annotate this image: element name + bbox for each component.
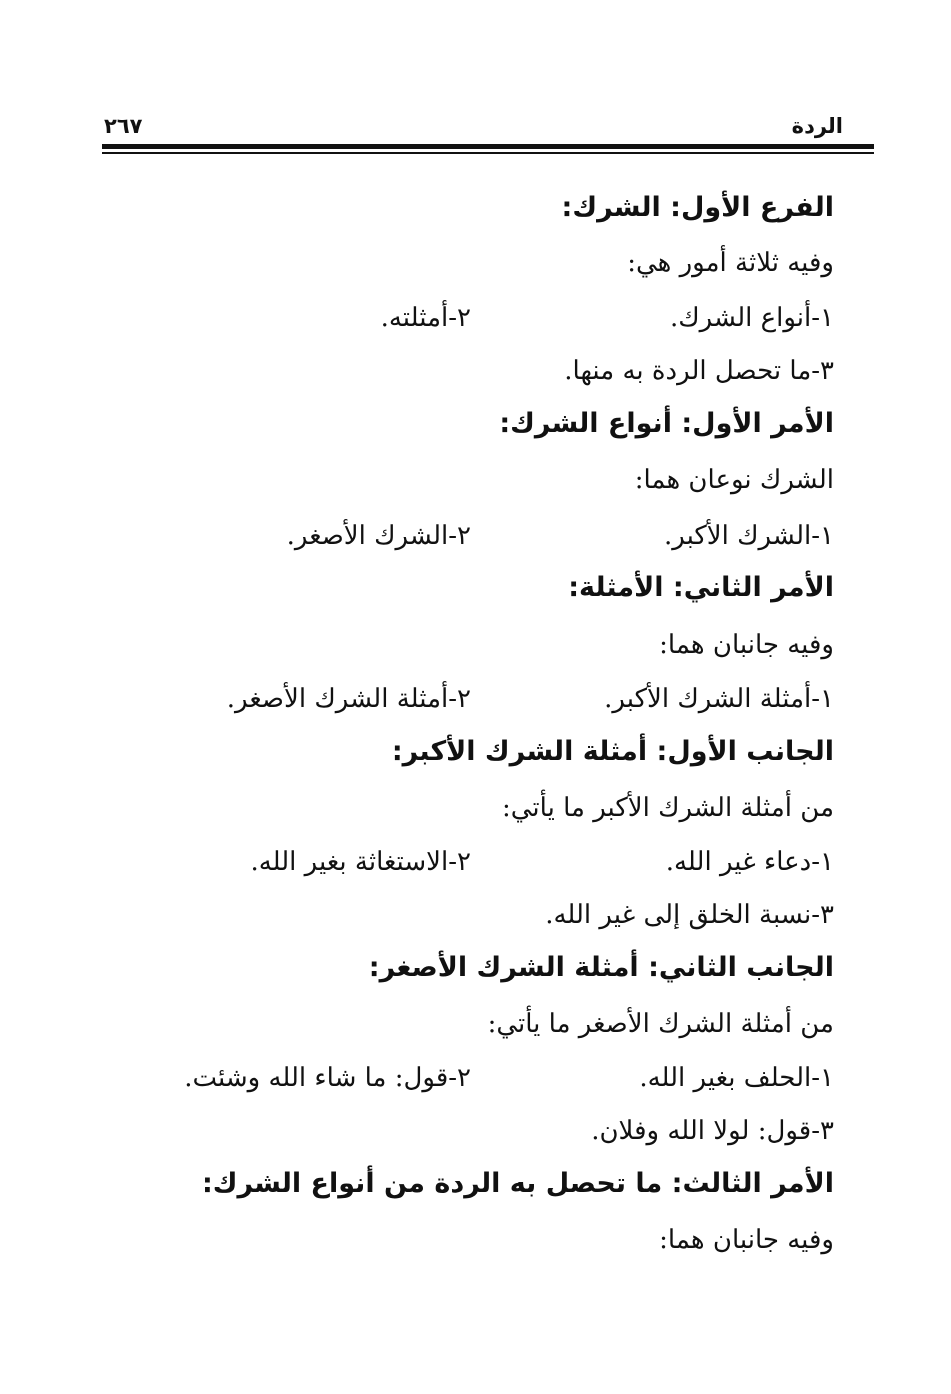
header-rule-thick xyxy=(102,144,874,149)
list-item: ٢-الاستغاثة بغير الله. xyxy=(250,847,471,877)
section-heading: الفرع الأول: الشرك: xyxy=(561,192,834,223)
section-heading: الأمر الثالث: ما تحصل به الردة من أنواع الشرك: xyxy=(201,1168,834,1199)
text-line: من أمثلة الشرك الأصغر ما يأتي: xyxy=(487,1009,834,1039)
text-line: الشرك نوعان هما: xyxy=(634,465,834,495)
list-item: ١-أنواع الشرك. xyxy=(669,303,834,333)
list-item: ٢-أمثلة الشرك الأصغر. xyxy=(226,684,471,714)
list-item: ٢-قول: ما شاء الله وشئت. xyxy=(184,1063,471,1093)
header-rule-thin xyxy=(102,152,874,154)
text-line: وفيه جانبان هما: xyxy=(659,1225,834,1255)
section-heading: الأمر الأول: أنواع الشرك: xyxy=(499,408,834,439)
list-item: ١-الشرك الأكبر. xyxy=(663,521,834,551)
list-item: ٣-ما تحصل الردة به منها. xyxy=(564,356,834,386)
list-item: ١-الحلف بغير الله. xyxy=(639,1063,834,1093)
list-item: ٢-الشرك الأصغر. xyxy=(286,521,471,551)
text-line: من أمثلة الشرك الأكبر ما يأتي: xyxy=(502,793,834,823)
list-item: ٣-نسبة الخلق إلى غير الله. xyxy=(545,900,834,930)
list-item: ١-دعاء غير الله. xyxy=(665,847,834,877)
list-item: ١-أمثلة الشرك الأكبر. xyxy=(604,684,834,714)
text-line: وفيه جانبان هما: xyxy=(659,630,834,660)
section-heading: الجانب الثاني: أمثلة الشرك الأصغر: xyxy=(368,952,834,983)
list-item: ٢-أمثلته. xyxy=(380,303,471,333)
text-line: وفيه ثلاثة أمور هي: xyxy=(627,248,834,278)
section-heading: الأمر الثاني: الأمثلة: xyxy=(568,572,834,603)
page-number: ٢٦٧ xyxy=(104,114,143,138)
list-item: ٣-قول: لولا الله وفلان. xyxy=(591,1116,834,1146)
running-header-chapter: الردة xyxy=(791,114,843,138)
section-heading: الجانب الأول: أمثلة الشرك الأكبر: xyxy=(391,736,834,767)
